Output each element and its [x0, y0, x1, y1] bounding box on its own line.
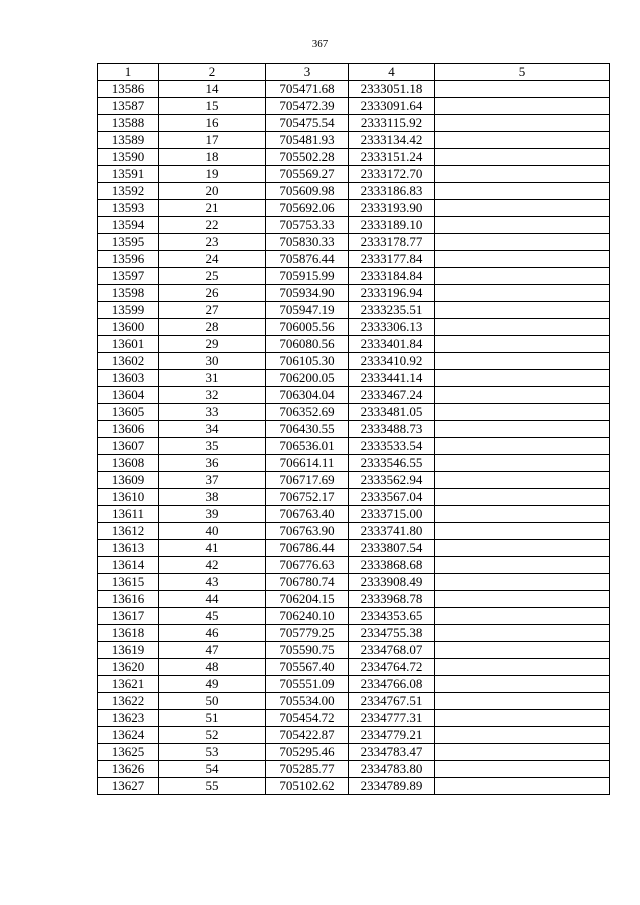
note-cell: [435, 302, 610, 319]
table-row: [98, 251, 610, 268]
x-coordinate-cell: 705590.75: [266, 642, 349, 659]
note-cell: [435, 659, 610, 676]
y-coordinate-cell: 2334779.21: [349, 727, 435, 744]
table-row: [98, 336, 610, 353]
x-coordinate-cell: 705692.06: [266, 200, 349, 217]
table-row: [98, 438, 610, 455]
note-cell: [435, 642, 610, 659]
table-row: [98, 727, 610, 744]
note-cell: [435, 98, 610, 115]
x-coordinate-cell: 706204.15: [266, 591, 349, 608]
sequence-cell: 21: [159, 200, 266, 217]
table-row: [98, 166, 610, 183]
sequence-cell: 25: [159, 268, 266, 285]
x-coordinate-cell: 705475.54: [266, 115, 349, 132]
page-number: 367: [311, 38, 329, 50]
y-coordinate-cell: 2333715.00: [349, 506, 435, 523]
table-row: [98, 115, 610, 132]
point-id-cell: 13607: [98, 438, 159, 455]
table-header-row: [98, 64, 610, 81]
y-coordinate-cell: 2333410.92: [349, 353, 435, 370]
x-coordinate-cell: 705567.40: [266, 659, 349, 676]
table-row: [98, 523, 610, 540]
y-coordinate-cell: 2333051.18: [349, 81, 435, 98]
column-header-2: 2: [159, 64, 266, 81]
sequence-cell: 32: [159, 387, 266, 404]
point-id-cell: 13587: [98, 98, 159, 115]
y-coordinate-cell: 2333546.55: [349, 455, 435, 472]
table-row: [98, 319, 610, 336]
y-coordinate-cell: 2334764.72: [349, 659, 435, 676]
note-cell: [435, 761, 610, 778]
y-coordinate-cell: 2333481.05: [349, 404, 435, 421]
y-coordinate-cell: 2333567.04: [349, 489, 435, 506]
sequence-cell: 47: [159, 642, 266, 659]
note-cell: [435, 251, 610, 268]
note-cell: [435, 319, 610, 336]
sequence-cell: 36: [159, 455, 266, 472]
table-row: [98, 506, 610, 523]
note-cell: [435, 217, 610, 234]
y-coordinate-cell: 2333968.78: [349, 591, 435, 608]
y-coordinate-cell: 2333091.64: [349, 98, 435, 115]
point-id-cell: 13610: [98, 489, 159, 506]
point-id-cell: 13608: [98, 455, 159, 472]
point-id-cell: 13592: [98, 183, 159, 200]
table-row: [98, 353, 610, 370]
table-row: [98, 676, 610, 693]
table-row: [98, 387, 610, 404]
sequence-cell: 20: [159, 183, 266, 200]
y-coordinate-cell: 2333401.84: [349, 336, 435, 353]
sequence-cell: 33: [159, 404, 266, 421]
point-id-cell: 13606: [98, 421, 159, 438]
x-coordinate-cell: 705915.99: [266, 268, 349, 285]
sequence-cell: 14: [159, 81, 266, 98]
point-id-cell: 13614: [98, 557, 159, 574]
point-id-cell: 13605: [98, 404, 159, 421]
x-coordinate-cell: 706005.56: [266, 319, 349, 336]
table-row: [98, 778, 610, 795]
note-cell: [435, 353, 610, 370]
x-coordinate-cell: 705502.28: [266, 149, 349, 166]
y-coordinate-cell: 2334768.07: [349, 642, 435, 659]
point-id-cell: 13599: [98, 302, 159, 319]
y-coordinate-cell: 2333151.24: [349, 149, 435, 166]
y-coordinate-cell: 2333189.10: [349, 217, 435, 234]
table-row: [98, 472, 610, 489]
table-row: [98, 404, 610, 421]
sequence-cell: 18: [159, 149, 266, 166]
note-cell: [435, 81, 610, 98]
note-cell: [435, 676, 610, 693]
x-coordinate-cell: 705295.46: [266, 744, 349, 761]
point-id-cell: 13617: [98, 608, 159, 625]
table-row: [98, 489, 610, 506]
x-coordinate-cell: 706304.04: [266, 387, 349, 404]
y-coordinate-cell: 2333186.83: [349, 183, 435, 200]
point-id-cell: 13594: [98, 217, 159, 234]
point-id-cell: 13623: [98, 710, 159, 727]
table-row: [98, 149, 610, 166]
y-coordinate-cell: 2333306.13: [349, 319, 435, 336]
note-cell: [435, 591, 610, 608]
note-cell: [435, 472, 610, 489]
sequence-cell: 30: [159, 353, 266, 370]
sequence-cell: 28: [159, 319, 266, 336]
y-coordinate-cell: 2333235.51: [349, 302, 435, 319]
point-id-cell: 13602: [98, 353, 159, 370]
y-coordinate-cell: 2334777.31: [349, 710, 435, 727]
y-coordinate-cell: 2334783.47: [349, 744, 435, 761]
x-coordinate-cell: 705102.62: [266, 778, 349, 795]
table-row: [98, 98, 610, 115]
sequence-cell: 34: [159, 421, 266, 438]
table-row: [98, 710, 610, 727]
x-coordinate-cell: 706240.10: [266, 608, 349, 625]
note-cell: [435, 557, 610, 574]
x-coordinate-cell: 706536.01: [266, 438, 349, 455]
sequence-cell: 17: [159, 132, 266, 149]
note-cell: [435, 540, 610, 557]
y-coordinate-cell: 2333741.80: [349, 523, 435, 540]
sequence-cell: 37: [159, 472, 266, 489]
table-row: [98, 455, 610, 472]
x-coordinate-cell: 706752.17: [266, 489, 349, 506]
x-coordinate-cell: 706780.74: [266, 574, 349, 591]
x-coordinate-cell: 706763.90: [266, 523, 349, 540]
point-id-cell: 13612: [98, 523, 159, 540]
point-id-cell: 13613: [98, 540, 159, 557]
y-coordinate-cell: 2333177.84: [349, 251, 435, 268]
y-coordinate-cell: 2333441.14: [349, 370, 435, 387]
x-coordinate-cell: 706430.55: [266, 421, 349, 438]
x-coordinate-cell: 705876.44: [266, 251, 349, 268]
sequence-cell: 48: [159, 659, 266, 676]
x-coordinate-cell: 706080.56: [266, 336, 349, 353]
sequence-cell: 43: [159, 574, 266, 591]
y-coordinate-cell: 2333908.49: [349, 574, 435, 591]
note-cell: [435, 285, 610, 302]
table-row: [98, 132, 610, 149]
note-cell: [435, 404, 610, 421]
point-id-cell: 13619: [98, 642, 159, 659]
sequence-cell: 40: [159, 523, 266, 540]
sequence-cell: 45: [159, 608, 266, 625]
table-row: [98, 370, 610, 387]
x-coordinate-cell: 705471.68: [266, 81, 349, 98]
point-id-cell: 13627: [98, 778, 159, 795]
note-cell: [435, 574, 610, 591]
coordinates-table: [97, 63, 610, 795]
sequence-cell: 26: [159, 285, 266, 302]
y-coordinate-cell: 2334755.38: [349, 625, 435, 642]
sequence-cell: 38: [159, 489, 266, 506]
x-coordinate-cell: 705779.25: [266, 625, 349, 642]
point-id-cell: 13626: [98, 761, 159, 778]
x-coordinate-cell: 705947.19: [266, 302, 349, 319]
point-id-cell: 13625: [98, 744, 159, 761]
note-cell: [435, 268, 610, 285]
point-id-cell: 13624: [98, 727, 159, 744]
sequence-cell: 19: [159, 166, 266, 183]
sequence-cell: 35: [159, 438, 266, 455]
table-row: [98, 608, 610, 625]
x-coordinate-cell: 706786.44: [266, 540, 349, 557]
sequence-cell: 52: [159, 727, 266, 744]
point-id-cell: 13593: [98, 200, 159, 217]
note-cell: [435, 489, 610, 506]
point-id-cell: 13600: [98, 319, 159, 336]
note-cell: [435, 370, 610, 387]
sequence-cell: 49: [159, 676, 266, 693]
sequence-cell: 15: [159, 98, 266, 115]
sequence-cell: 27: [159, 302, 266, 319]
y-coordinate-cell: 2333172.70: [349, 166, 435, 183]
table-row: [98, 659, 610, 676]
point-id-cell: 13609: [98, 472, 159, 489]
y-coordinate-cell: 2333807.54: [349, 540, 435, 557]
sequence-cell: 41: [159, 540, 266, 557]
point-id-cell: 13589: [98, 132, 159, 149]
table-row: [98, 268, 610, 285]
note-cell: [435, 438, 610, 455]
x-coordinate-cell: 706776.63: [266, 557, 349, 574]
note-cell: [435, 115, 610, 132]
point-id-cell: 13618: [98, 625, 159, 642]
y-coordinate-cell: 2334353.65: [349, 608, 435, 625]
note-cell: [435, 506, 610, 523]
point-id-cell: 13615: [98, 574, 159, 591]
y-coordinate-cell: 2333115.92: [349, 115, 435, 132]
sequence-cell: 24: [159, 251, 266, 268]
note-cell: [435, 778, 610, 795]
table-row: [98, 81, 610, 98]
point-id-cell: 13596: [98, 251, 159, 268]
point-id-cell: 13597: [98, 268, 159, 285]
point-id-cell: 13598: [98, 285, 159, 302]
y-coordinate-cell: 2333488.73: [349, 421, 435, 438]
note-cell: [435, 710, 610, 727]
note-cell: [435, 693, 610, 710]
table-row: [98, 625, 610, 642]
point-id-cell: 13586: [98, 81, 159, 98]
x-coordinate-cell: 705454.72: [266, 710, 349, 727]
note-cell: [435, 166, 610, 183]
column-header-5: 5: [435, 64, 610, 81]
table-row: [98, 285, 610, 302]
x-coordinate-cell: 706717.69: [266, 472, 349, 489]
y-coordinate-cell: 2333196.94: [349, 285, 435, 302]
sequence-cell: 54: [159, 761, 266, 778]
sequence-cell: 50: [159, 693, 266, 710]
sequence-cell: 31: [159, 370, 266, 387]
x-coordinate-cell: 705534.00: [266, 693, 349, 710]
x-coordinate-cell: 705830.33: [266, 234, 349, 251]
point-id-cell: 13588: [98, 115, 159, 132]
point-id-cell: 13622: [98, 693, 159, 710]
y-coordinate-cell: 2333533.54: [349, 438, 435, 455]
table-row: [98, 234, 610, 251]
table-row: [98, 744, 610, 761]
y-coordinate-cell: 2334783.80: [349, 761, 435, 778]
sequence-cell: 53: [159, 744, 266, 761]
table-row: [98, 761, 610, 778]
column-header-4: 4: [349, 64, 435, 81]
point-id-cell: 13620: [98, 659, 159, 676]
note-cell: [435, 200, 610, 217]
sequence-cell: 42: [159, 557, 266, 574]
note-cell: [435, 625, 610, 642]
note-cell: [435, 455, 610, 472]
column-header-1: 1: [98, 64, 159, 81]
sequence-cell: 55: [159, 778, 266, 795]
note-cell: [435, 234, 610, 251]
table-row: [98, 200, 610, 217]
table-body: [98, 81, 610, 795]
table-row: [98, 302, 610, 319]
column-header-3: 3: [266, 64, 349, 81]
table-row: [98, 183, 610, 200]
sequence-cell: 44: [159, 591, 266, 608]
sequence-cell: 22: [159, 217, 266, 234]
note-cell: [435, 523, 610, 540]
note-cell: [435, 421, 610, 438]
x-coordinate-cell: 705753.33: [266, 217, 349, 234]
point-id-cell: 13601: [98, 336, 159, 353]
table-row: [98, 574, 610, 591]
note-cell: [435, 183, 610, 200]
y-coordinate-cell: 2334766.08: [349, 676, 435, 693]
sequence-cell: 23: [159, 234, 266, 251]
x-coordinate-cell: 706352.69: [266, 404, 349, 421]
point-id-cell: 13616: [98, 591, 159, 608]
table-row: [98, 693, 610, 710]
y-coordinate-cell: 2333178.77: [349, 234, 435, 251]
x-coordinate-cell: 706763.40: [266, 506, 349, 523]
point-id-cell: 13611: [98, 506, 159, 523]
table-row: [98, 642, 610, 659]
y-coordinate-cell: 2334789.89: [349, 778, 435, 795]
sequence-cell: 29: [159, 336, 266, 353]
point-id-cell: 13621: [98, 676, 159, 693]
x-coordinate-cell: 705422.87: [266, 727, 349, 744]
sequence-cell: 51: [159, 710, 266, 727]
y-coordinate-cell: 2333868.68: [349, 557, 435, 574]
x-coordinate-cell: 706200.05: [266, 370, 349, 387]
x-coordinate-cell: 706614.11: [266, 455, 349, 472]
note-cell: [435, 132, 610, 149]
x-coordinate-cell: 705481.93: [266, 132, 349, 149]
point-id-cell: 13603: [98, 370, 159, 387]
x-coordinate-cell: 705551.09: [266, 676, 349, 693]
note-cell: [435, 608, 610, 625]
note-cell: [435, 727, 610, 744]
sequence-cell: 39: [159, 506, 266, 523]
y-coordinate-cell: 2333193.90: [349, 200, 435, 217]
point-id-cell: 13595: [98, 234, 159, 251]
point-id-cell: 13590: [98, 149, 159, 166]
note-cell: [435, 387, 610, 404]
note-cell: [435, 336, 610, 353]
y-coordinate-cell: 2333134.42: [349, 132, 435, 149]
x-coordinate-cell: 705569.27: [266, 166, 349, 183]
y-coordinate-cell: 2333562.94: [349, 472, 435, 489]
x-coordinate-cell: 705472.39: [266, 98, 349, 115]
x-coordinate-cell: 705609.98: [266, 183, 349, 200]
table-row: [98, 217, 610, 234]
sequence-cell: 16: [159, 115, 266, 132]
table-row: [98, 540, 610, 557]
table-row: [98, 591, 610, 608]
note-cell: [435, 149, 610, 166]
point-id-cell: 13604: [98, 387, 159, 404]
y-coordinate-cell: 2333184.84: [349, 268, 435, 285]
y-coordinate-cell: 2334767.51: [349, 693, 435, 710]
x-coordinate-cell: 705285.77: [266, 761, 349, 778]
point-id-cell: 13591: [98, 166, 159, 183]
table-row: [98, 421, 610, 438]
y-coordinate-cell: 2333467.24: [349, 387, 435, 404]
x-coordinate-cell: 705934.90: [266, 285, 349, 302]
sequence-cell: 46: [159, 625, 266, 642]
note-cell: [435, 744, 610, 761]
x-coordinate-cell: 706105.30: [266, 353, 349, 370]
table-row: [98, 557, 610, 574]
